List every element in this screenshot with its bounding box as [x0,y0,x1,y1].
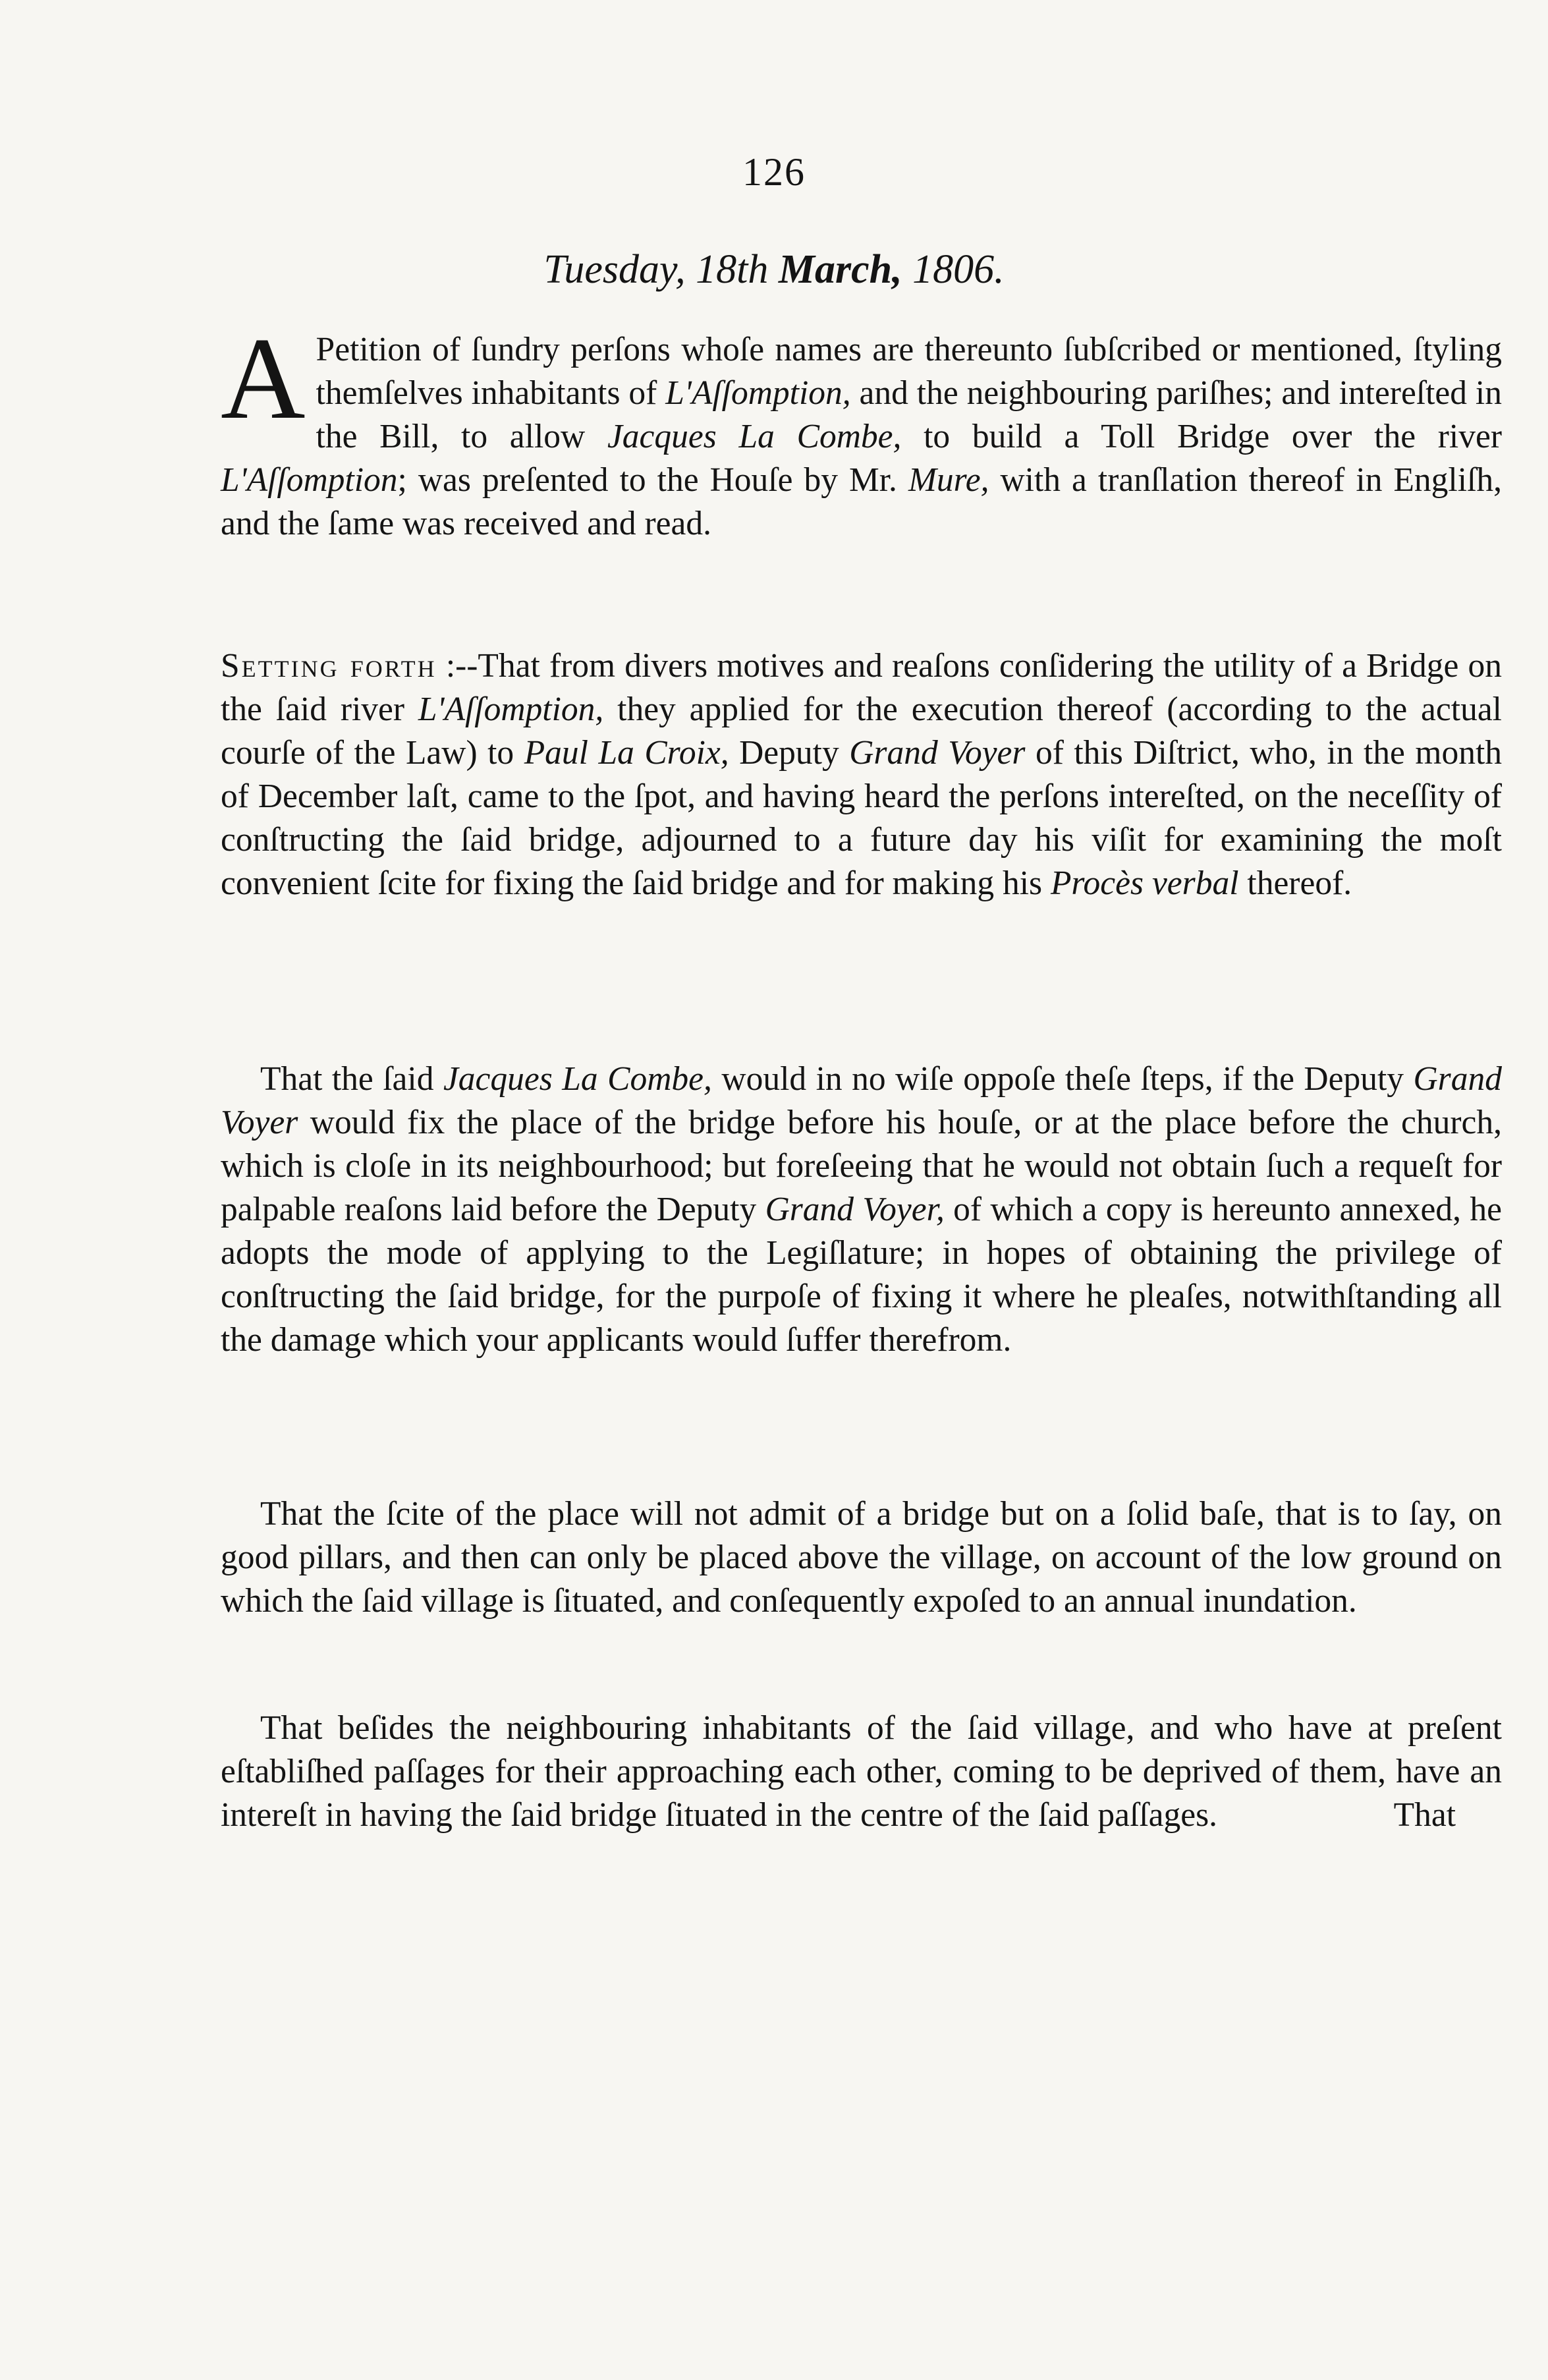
paragraph-petition [221,313,1502,546]
text-run: would in no wiſe oppoſe theſe ſteps, if the Deputy [711,1060,1414,1098]
text-run: and the neighbouring pariſhes; and intereſted in the Bill, to allow [316,374,1502,455]
text-run: they applied for the execution thereof (according to the actual courſe of the Law) to [221,691,1502,772]
italic-run: L'Aſſomption, [418,691,604,728]
dateline-date: 18th [696,247,769,292]
italic-run: Grand Voyer, [765,1191,945,1228]
dateline-year: 1806. [912,247,1005,292]
text-run: That the ſaid [260,1060,443,1098]
italic-run: Grand Voyer [849,734,1026,772]
text-run: to build a Toll Bridge over the river [901,418,1502,455]
text-run: of which a copy is hereunto annexed, he adopts the mode of applying to the Legiſlature; in hopes of obtaining the privilege of conſtructing the ſaid bridge, for the purpoſe of fixing it where he pleaſes, notwithſtanding all the damage which your applicants would ſuffer therefrom. [221,1191,1502,1359]
paragraph-scite [221,1492,1502,1623]
italic-run: Jacques La Combe, [443,1060,712,1098]
catchword: That [1393,1796,1456,1834]
dateline [0,245,1548,294]
italic-run: Grand Voyer [221,1060,1502,1141]
italic-run: Mure, [908,461,989,499]
page-number: 126 [742,150,806,194]
text-run: :--That from divers motives and reaſons conſidering the utility of a Bridge on the ſaid river [221,647,1502,728]
text-run: with a tranſlation thereof in Engliſh, and the ſame was received and read. [221,461,1502,542]
dateline-day: Tuesday, [543,247,686,292]
text-run: ; was preſented to the Houſe by Mr. [397,461,908,499]
text-run: Deputy [729,734,850,772]
paragraph-text: That the ſcite of the place will not admit of a bridge but on a ſolid baſe, that is to ſay, on good pillars, and then can only be placed above the village, on account of the low ground on which the ſaid village is ſituated, and conſequently expoſed to an annual inundation. [221,1495,1502,1620]
drop-cap: A [221,313,306,443]
paragraph-passages [221,1707,1502,1837]
text-run: Petition of ſundry perſons whoſe names are thereunto ſubſcribed or mentioned, ſtyling themſelves inhabitants of [316,331,1502,412]
paragraph-text: That beſides the neighbouring inhabitants of the ſaid village, and who have at preſent eſtabliſhed paſſages for their approaching each other, coming to be deprived of them, have an intereſt in having the ſaid bridge ſituated in the centre of the ſaid paſſages. [221,1709,1502,1834]
italic-run: Jacques La Combe, [607,418,902,455]
italic-run: L'Aſſomption [221,461,398,499]
italic-run: L'Aſſomption, [665,374,851,412]
text-run: thereof. [1238,864,1352,902]
text-run: of this Diſtrict, who, in the month of December laſt, came to the ſpot, and having heard the perſons intereſted, on the neceſſity of conſtructing the ſaid bridge, adjourned to a future day his viſit for examining the moſt convenient ſcite for fixing the ſaid bridge and for making his [221,734,1503,902]
text-run: would fix the place of the bridge before his houſe, or at the place before the church, which is cloſe in its neighbourhood; but foreſeeing that he would not obtain ſuch a requeſt for palpable reaſons laid before the Deputy [221,1104,1502,1228]
paragraph-setting-forth [221,644,1502,905]
small-caps-run: Setting forth [221,647,437,685]
italic-run: Paul La Croix, [524,734,729,772]
dateline-month: March, [778,247,902,292]
paragraph-la-combe [221,1058,1502,1362]
italic-run: Procès verbal [1050,864,1239,902]
